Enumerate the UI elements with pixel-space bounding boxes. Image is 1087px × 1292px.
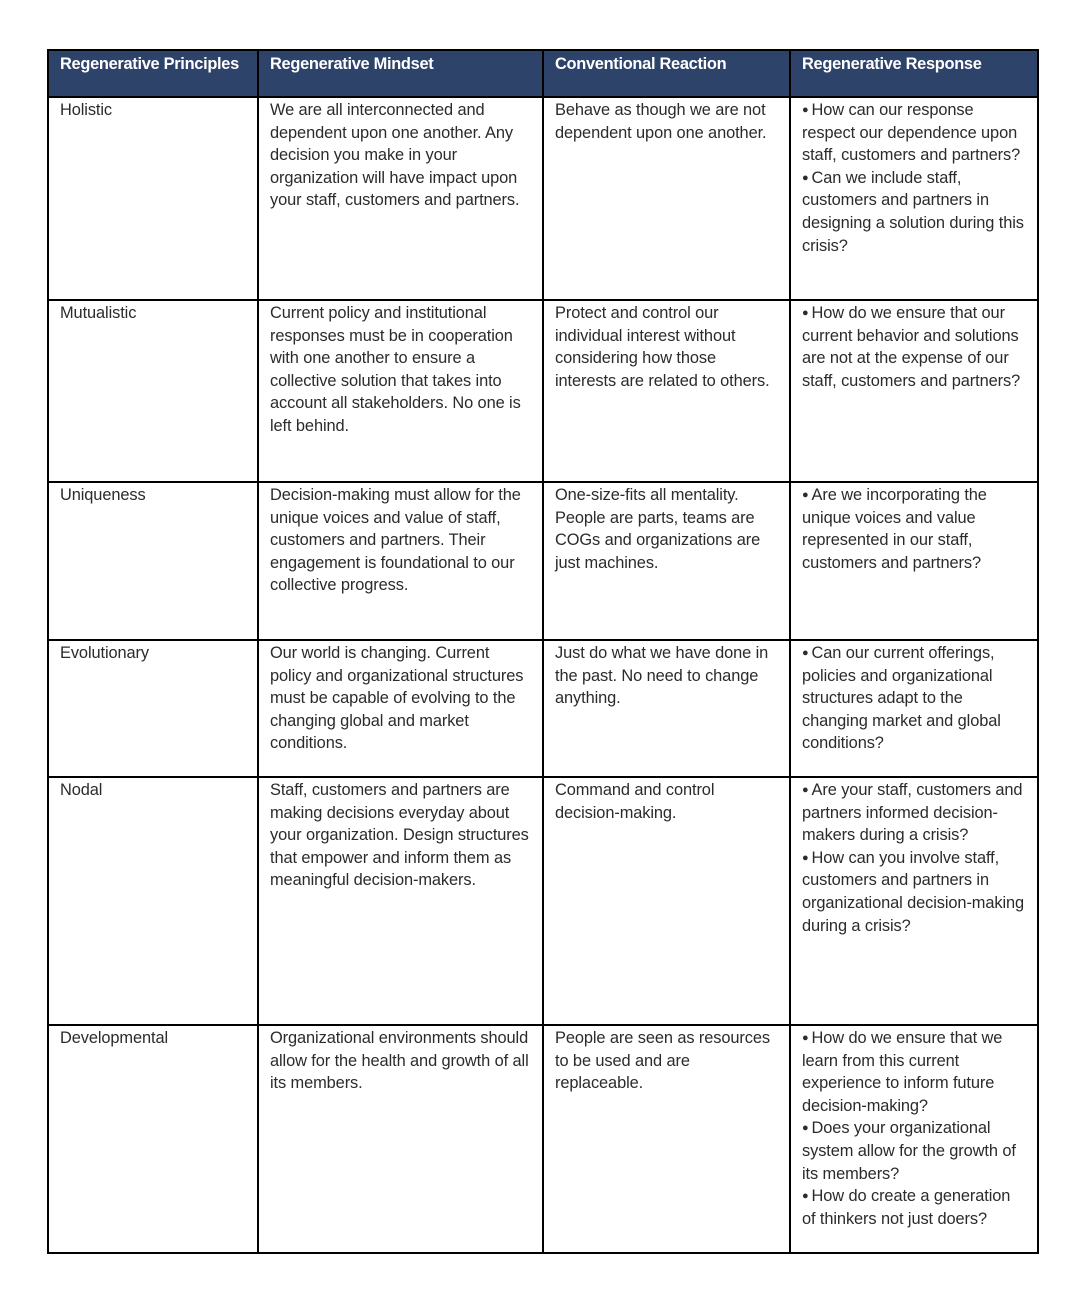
response-bullet-text: Does your organizational system allow for the growth of its members? <box>802 1119 1016 1183</box>
principle-cell: Uniqueness <box>48 482 258 640</box>
response-bullet-text: Are your staff, customers and partners informed decision-makers during a crisis? <box>802 781 1023 845</box>
table-row <box>48 97 1038 300</box>
response-cell <box>790 777 1038 1025</box>
bullet-icon: ● <box>802 104 809 116</box>
response-cell <box>790 1025 1038 1253</box>
principle-cell: Holistic <box>48 97 258 300</box>
reaction-cell: People are seen as resources to be used and are replaceable. <box>543 1025 790 1253</box>
response-bullet-item <box>802 302 1027 392</box>
reaction-cell: Behave as though we are not dependent upon one another. <box>543 97 790 300</box>
bullet-icon: ● <box>802 489 809 501</box>
table-row <box>48 1025 1038 1253</box>
bullet-icon: ● <box>802 1032 809 1044</box>
response-cell <box>790 640 1038 777</box>
response-bullet-item <box>802 779 1027 847</box>
response-bullet-text: How do create a generation of thinkers not just doers? <box>802 1187 1011 1228</box>
response-bullet-text: Can our current offerings, policies and organizational structures adapt to the changing market and global conditions? <box>802 644 1001 753</box>
header-response: Regenerative Response <box>790 50 1038 97</box>
principle-cell: Mutualistic <box>48 300 258 482</box>
response-bullet-item <box>802 1117 1027 1185</box>
mindset-cell: Decision-making must allow for the unique voices and value of staff, customers and partners. Their engagement is foundational to our collective progress. <box>258 482 543 640</box>
bullet-icon: ● <box>802 171 809 184</box>
mindset-cell: Staff, customers and partners are making decisions everyday about your organization. Design structures that empower and inform them as meaningful decision-makers. <box>258 777 543 1025</box>
response-bullet-item <box>802 1185 1027 1230</box>
table-row <box>48 777 1038 1025</box>
mindset-cell: Current policy and institutional responses must be in cooperation with one another to ensure a collective solution that takes into account all stakeholders. No one is left behind. <box>258 300 543 482</box>
table-row <box>48 640 1038 777</box>
reaction-cell: One-size-fits all mentality. People are parts, teams are COGs and organizations are just machines. <box>543 482 790 640</box>
bullet-icon: ● <box>802 1190 809 1203</box>
response-bullet-item <box>802 167 1027 257</box>
response-bullet-text: How can you involve staff, customers and partners in organizational decision-making during a crisis? <box>802 848 1025 935</box>
response-bullet-text: How do we ensure that our current behavior and solutions are not at the expense of our staff, customers and partners? <box>802 304 1021 390</box>
reaction-cell: Protect and control our individual interest without considering how those interests are related to others. <box>543 300 790 482</box>
principle-cell: Evolutionary <box>48 640 258 777</box>
response-bullet-item <box>802 1027 1027 1117</box>
bullet-icon: ● <box>802 307 809 319</box>
principle-cell: Developmental <box>48 1025 258 1253</box>
response-bullet-item <box>802 642 1027 755</box>
header-principles: Regenerative Principles <box>48 50 258 97</box>
mindset-cell: Organizational environments should allow for the health and growth of all its members. <box>258 1025 543 1253</box>
reaction-cell: Just do what we have done in the past. No need to change anything. <box>543 640 790 777</box>
response-bullet-item <box>802 484 1027 574</box>
table-row <box>48 482 1038 640</box>
reaction-cell: Command and control decision-making. <box>543 777 790 1025</box>
response-bullet-text: Can we include staff, customers and partners in designing a solution during this crisis? <box>802 168 1024 255</box>
bullet-icon: ● <box>802 851 809 864</box>
response-bullet-text: How can our response respect our dependence upon staff, customers and partners? <box>802 101 1021 165</box>
bullet-icon: ● <box>802 1122 809 1135</box>
response-cell <box>790 97 1038 300</box>
principle-cell: Nodal <box>48 777 258 1025</box>
response-bullet-item <box>802 847 1027 937</box>
response-cell <box>790 300 1038 482</box>
response-cell <box>790 482 1038 640</box>
header-mindset: Regenerative Mindset <box>258 50 543 97</box>
mindset-cell: Our world is changing. Current policy and organizational structures must be capable of evolving to the changing global and market conditions. <box>258 640 543 777</box>
regenerative-principles-table <box>47 49 1039 1254</box>
response-bullet-text: Are we incorporating the unique voices and value represented in our staff, customers and partners? <box>802 486 987 572</box>
bullet-icon: ● <box>802 647 809 659</box>
header-row <box>48 50 1038 97</box>
table-row <box>48 300 1038 482</box>
response-bullet-text: How do we ensure that we learn from this current experience to inform future decision-making? <box>802 1029 1003 1115</box>
bullet-icon: ● <box>802 784 809 796</box>
response-bullet-item <box>802 99 1027 167</box>
header-reaction: Conventional Reaction <box>543 50 790 97</box>
mindset-cell: We are all interconnected and dependent upon one another. Any decision you make in your organization will have impact upon your staff, customers and partners. <box>258 97 543 300</box>
